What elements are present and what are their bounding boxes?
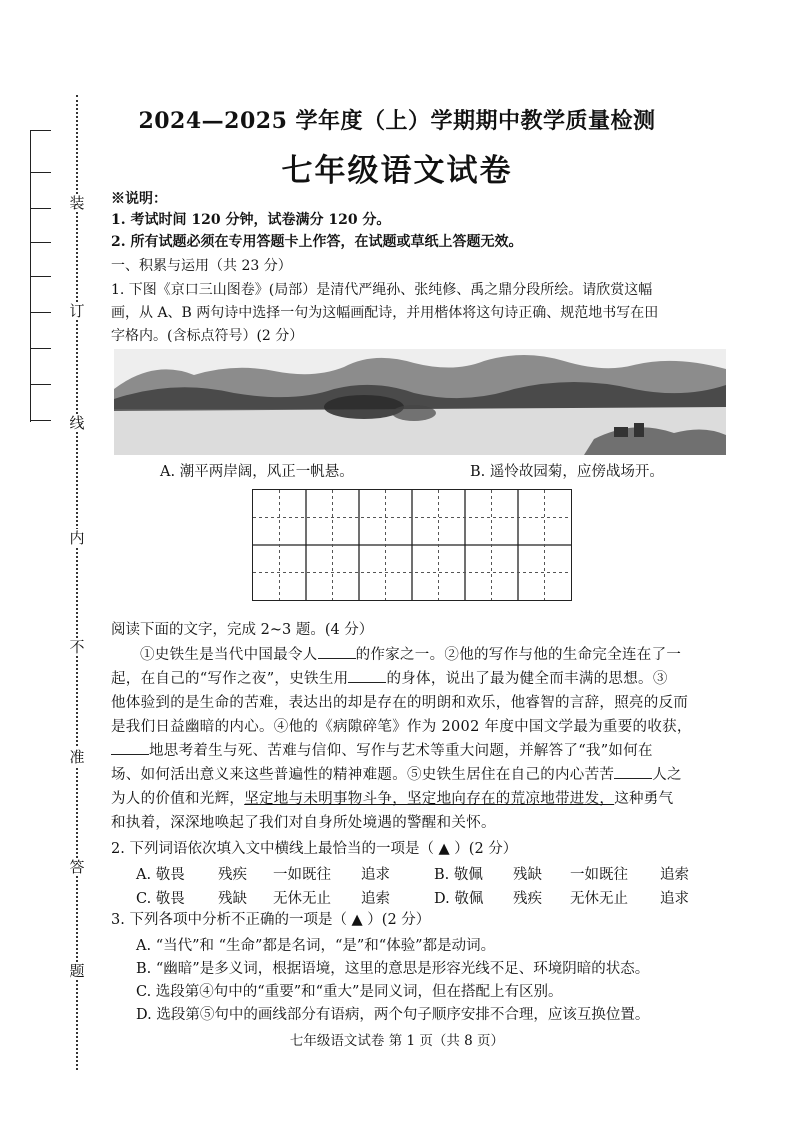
passage-text: 场、如何活出意义来这些普遍性的精神难题。⑤史铁生居住在自己的内心苦苦	[111, 767, 615, 783]
q2-option-a-word: 残疾	[218, 867, 247, 883]
landscape-painting-image	[114, 349, 726, 455]
info-line	[31, 242, 51, 243]
q2-option-a-word: A. 敬畏	[136, 867, 185, 883]
q2-option-d-word: 无休无止	[570, 891, 628, 907]
instruction-item: 2. 所有试题必须在专用答题卡上作答，在试题或草纸上答题无效。	[111, 234, 523, 250]
info-line	[31, 384, 51, 385]
q3-option-d: D. 选段第⑤句中的画线部分有语病，两个句子顺序安排不合理，应该互换位置。	[136, 1007, 650, 1023]
binding-char: 准	[66, 748, 88, 766]
q1-text: 字格内。(含标点符号）(2 分）	[111, 328, 304, 344]
info-line	[31, 348, 51, 349]
passage-line	[111, 669, 731, 689]
passage-text: 的身体，说出了最为健全而丰满的思想。③	[386, 671, 668, 687]
q1-text: 1. 下图《京口三山图卷》(局部）是清代严绳孙、张纯修、禹之鼎分段所绘。请欣赏这幅	[111, 282, 653, 298]
binding-char: 订	[66, 302, 88, 320]
fill-blank	[318, 646, 356, 659]
q2-option-b-word: 追索	[660, 867, 689, 883]
passage-text: 起，在自己的“写作之夜”，史铁生用	[111, 671, 349, 687]
binding-char: 内	[66, 529, 88, 547]
q2-option-c-word: 残缺	[218, 891, 247, 907]
passage-line	[111, 741, 731, 761]
info-line	[31, 420, 51, 421]
info-line	[31, 276, 51, 277]
info-line	[31, 208, 51, 209]
q2-option-b-word: B. 敬佩	[434, 867, 483, 883]
fill-blank	[348, 670, 386, 683]
binding-char: 装	[66, 194, 88, 212]
info-line	[31, 312, 51, 313]
passage-text: 的作家之一。②他的写作与他的生命完全连在了一	[355, 647, 682, 663]
q2-option-c-word: 追索	[361, 891, 390, 907]
tianzige-grid-icon	[253, 490, 571, 600]
q1-option-b: B. 遥怜故园菊，应傍战场开。	[470, 464, 664, 480]
q1-option-a: A. 潮平两岸阔，风正一帆悬。	[160, 464, 354, 480]
q1-text: 画，从 A、B 两句诗中选择一句为这幅画配诗，并用楷体将这句诗正确、规范地书写在田	[111, 305, 659, 321]
q2-option-a-word: 追求	[361, 867, 390, 883]
passage-text: 为人的价值和光辉，	[111, 791, 245, 807]
q3-option-a: A. “当代”和 “生命”都是名词，“是”和“体验”都是动词。	[136, 938, 496, 954]
q3-option-c: C. 选段第④句中的“重要”和“重大”是同义词，但在搭配上有区别。	[136, 984, 563, 1000]
binding-dotted-line	[76, 95, 78, 1070]
passage-line: 和执着，深深地唤起了我们对自身所处境遇的警醒和关怀。	[111, 815, 496, 831]
q2-stem: 2. 下列词语依次填入文中横线上最恰当的一项是（ ▲ ）(2 分）	[111, 841, 518, 857]
q2-option-d-word: 追求	[660, 891, 689, 907]
q2-option-d-word: D. 敬佩	[434, 891, 484, 907]
q2-option-b-word: 残缺	[513, 867, 542, 883]
q3-option-b: B. “幽暗”是多义词，根据语境，这里的意思是形容光线不足、环境阴暗的状态。	[136, 961, 650, 977]
passage-line: 他体验到的是生命的苦难，表达出的却是存在的明朗和欢乐，他睿智的言辞，照亮的反而	[111, 695, 689, 711]
q2-option-c-word: C. 敬畏	[136, 891, 185, 907]
binding-char: 答	[66, 858, 88, 876]
underlined-sentence: 坚定地与未明事物斗争，坚定地向存在的荒凉地带进发，	[244, 791, 615, 807]
binding-char: 不	[66, 638, 88, 656]
exam-subtitle: 七年级语文试卷	[281, 153, 513, 189]
passage-line	[111, 789, 731, 809]
exam-title: 2024—2025 学年度（上）学期期中教学质量检测	[138, 108, 656, 134]
binding-char: 题	[66, 962, 88, 980]
passage-text: 地思考着生与死、苦难与信仰、写作与艺术等重大问题，并解答了“我”如何在	[149, 743, 653, 759]
tianzige-grid	[252, 489, 572, 601]
fill-blank	[614, 766, 652, 779]
passage-text: ①史铁生是当代中国最令人	[140, 647, 318, 663]
q2-option-a-word: 一如既往	[273, 867, 331, 883]
passage-text: 人之	[652, 767, 682, 783]
fill-blank	[111, 742, 149, 755]
passage-line: 是我们日益幽暗的内心。④他的《病隙碎笔》作为 2002 年度中国文学最为重要的收获，	[111, 719, 692, 735]
q2-option-d-word: 残疾	[513, 891, 542, 907]
passage-line	[111, 765, 731, 785]
instruction-item: 1. 考试时间 120 分钟，试卷满分 120 分。	[111, 212, 391, 228]
reading-intro: 阅读下面的文字，完成 2~3 题。(4 分）	[111, 622, 374, 638]
binding-char: 线	[66, 414, 88, 432]
passage-text: 这种勇气	[614, 791, 674, 807]
instructions-label: ※说明：	[111, 191, 167, 207]
passage-line	[140, 645, 730, 665]
q3-stem: 3. 下列各项中分析不正确的一项是（ ▲ ）(2 分）	[111, 912, 431, 928]
page-footer: 七年级语文试卷 第 1 页（共 8 页）	[289, 1033, 505, 1049]
q2-option-c-word: 无休无止	[273, 891, 331, 907]
landscape-painting-icon	[114, 349, 726, 455]
section-heading: 一、积累与运用（共 23 分）	[111, 258, 292, 274]
q2-option-b-word: 一如既往	[570, 867, 628, 883]
